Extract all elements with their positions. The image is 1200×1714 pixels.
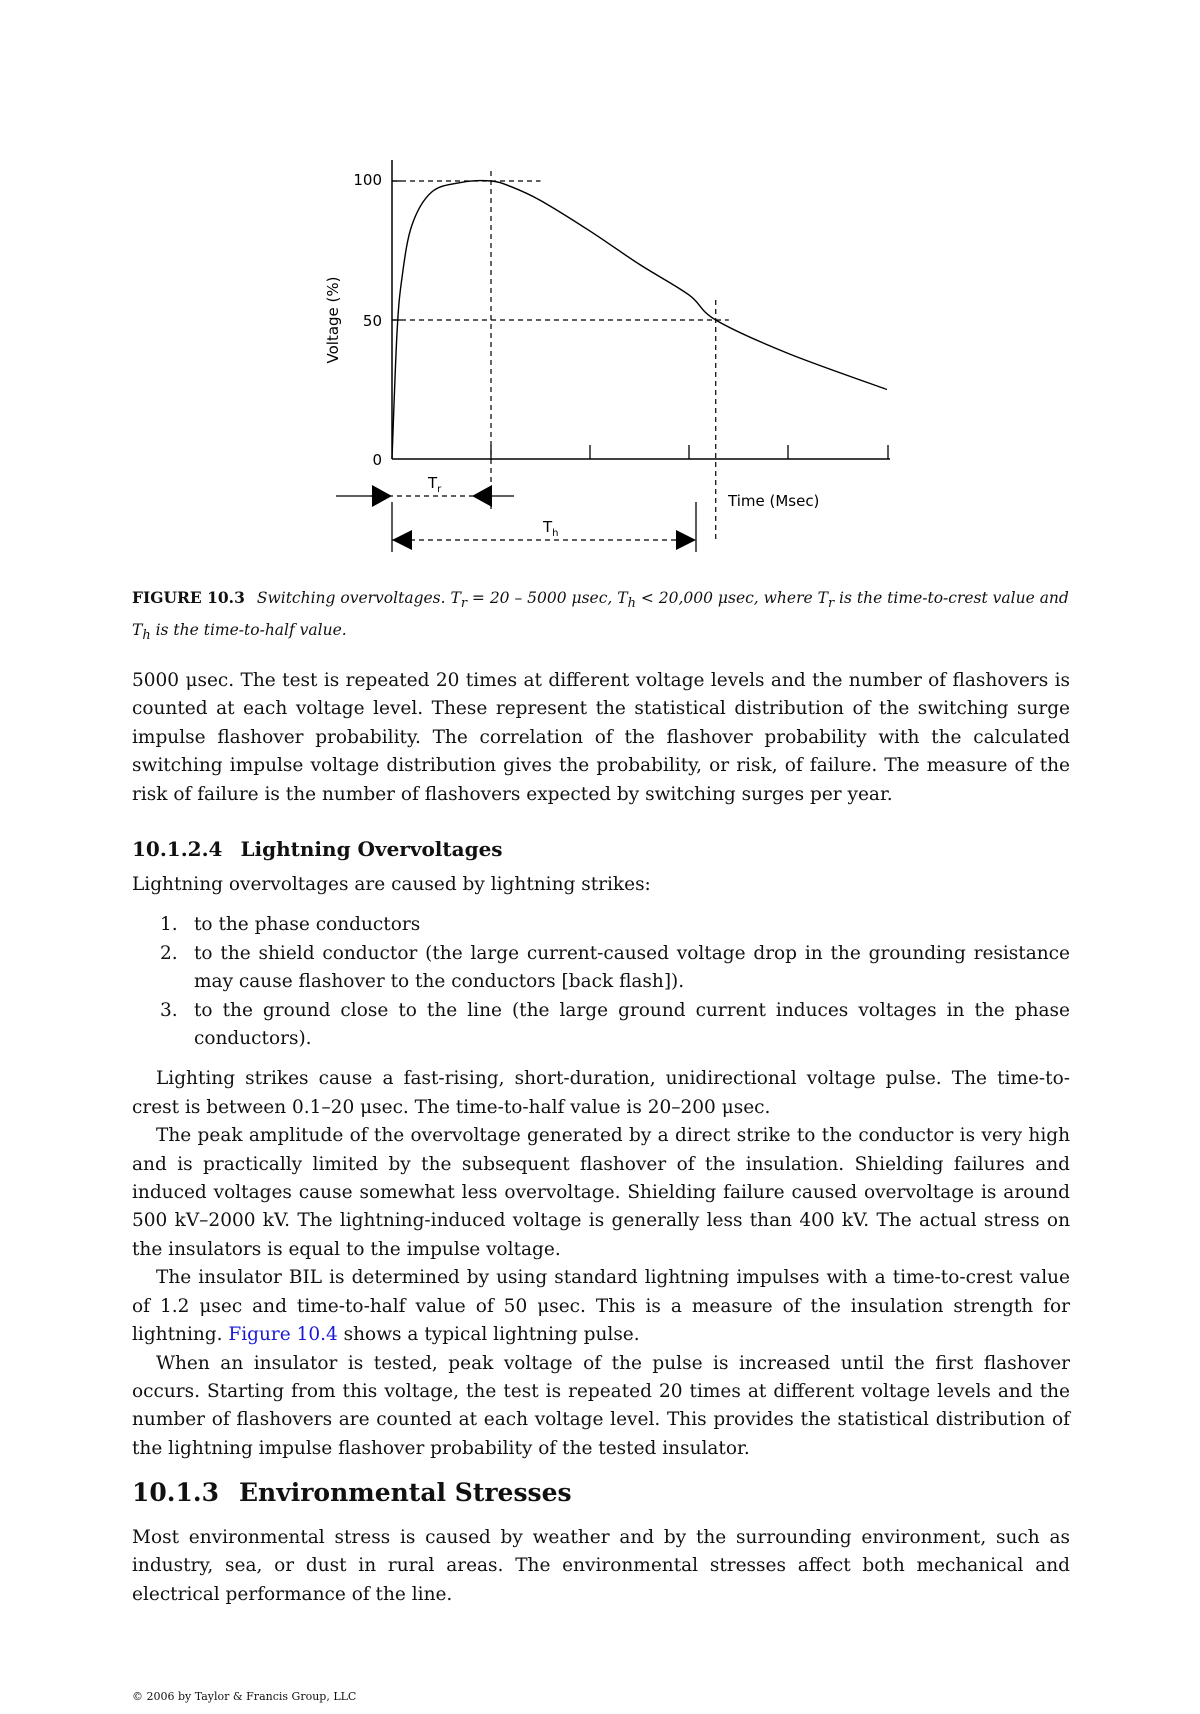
list-item: 2. to the shield conductor (the large current-caused voltage drop in the grounding resistance may cause flashover to the conductors [back flash]). [160,942,1070,993]
environmental-paragraph: Most environmental stress is caused by weather and by the surrounding environment, such as industry, sea, or dust in rural areas. The environmental stresses affect both mechanical and electrical performance of the line. [132,1527,1070,1605]
copyright-footer: © 2006 by Taylor & Francis Group, LLC [132,1690,357,1703]
paragraph: When an insulator is tested, peak voltage of the pulse is increased until the first flashover occurs. Starting from this voltage, the test is repeated 20 times at different voltage levels and the number of flashovers are counted at each voltage level. This provides the statistical distribution of the lightning impulse flashover probability of the tested insulator. [132,1352,1070,1459]
paragraph-continuation: 5000 μsec. The test is repeated 20 times at different voltage levels and the number of flashovers is counted at each voltage level. These represent the statistical distribution of the switching surge impulse flashover probability. The correlation of the flashover probability with the calculated switching impulse voltage distribution gives the probability, or risk, of failure. The measure of the risk of failure is the number of flashovers expected by switching surges per year. [132,670,1070,805]
figure-label: FIGURE 10.3 [132,588,245,607]
list-item: 1. to the phase conductors [160,914,421,936]
intro-text: Lightning overvoltages are caused by lightning strikes: [132,874,651,895]
subsection-heading: 10.1.2.4 Lightning Overvoltages [132,837,503,861]
y-tick-label-0: 0 [372,451,382,469]
paragraph: Lighting strikes cause a fast-rising, short-duration, unidirectional voltage pulse. The time-to-crest is between 0.1–20 μsec. The time-to-half value is 20–200 μsec. [132,1068,1070,1118]
strike-list [132,911,1070,1053]
section-heading: 10.1.3 Environmental Stresses [132,1478,572,1507]
figure-10-4-link[interactable]: Figure 10.4 [228,1324,338,1346]
x-axis-label: Time (Msec) [728,492,820,510]
figure-caption: FIGURE 10.3 Switching overvoltages. $T_r = 20 - 5000$ μsec, $T_h < 20,000$ μsec, where $T_r$ is the time-to-crest value and $T_h$ is the time-to-half value. [132,588,1069,644]
list-item: 3. to the ground close to the line (the large ground current induces voltages in the phase conductors). [160,999,1070,1050]
y-axis-label: Voltage (%) [324,276,342,364]
paragraph: The peak amplitude of the overvoltage generated by a direct strike to the conductor is very high and is practically limited by the subsequent flashover of the insulation. Shielding failures and induced voltages cause somewhat less overvoltage. Shielding failure caused overvoltage is around 500 kV–2000 kV. The lightning-induced voltage is generally less than 400 kV. The actual stress on the insulators is equal to the impulse voltage. [132,1125,1070,1260]
tr-label: $T_r$ [428,474,442,495]
switching-overvoltage-figure [300,160,920,580]
paragraph: The insulator BIL is determined by using standard lightning impulses with a time-to-crest value of 1.2 μsec and time-to-half value of 50 μsec. This is a measure of the insulation strength for lightning. Figure 10.4 shows a typical lightning pulse. [132,1267,1070,1346]
tr-arrow [336,485,514,507]
th-label: $T_h$ [543,518,559,539]
lightning-section-body [132,871,1070,1463]
y-tick-label-50: 50 [362,312,382,330]
y-tick-label-100: 100 [353,171,382,189]
